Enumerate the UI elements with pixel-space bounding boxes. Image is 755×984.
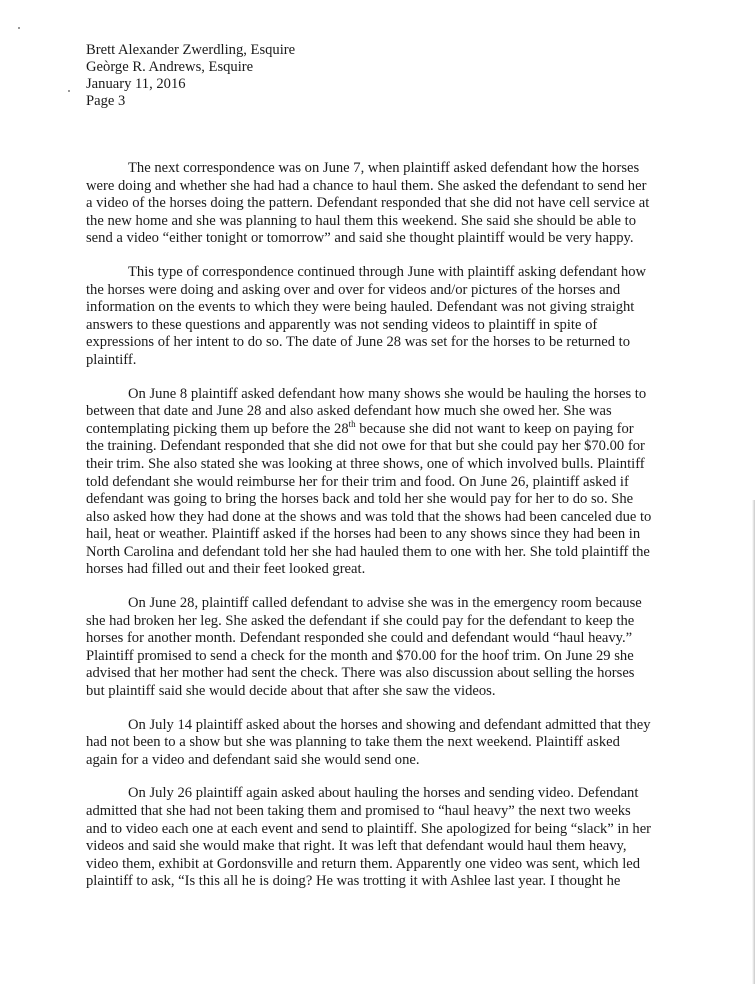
text-line: North Carolina and defendant told her she had hauled them to one with her. She told plaintiff the	[86, 543, 650, 560]
ordinal-superscript: th	[348, 418, 356, 429]
text-line: a video of the horses doing the pattern. Defendant responded that she did not have cell service at	[86, 195, 650, 212]
paragraph-4	[86, 595, 678, 701]
recipient-line-1: Brett Alexander Zwerdling, Esquire	[86, 42, 296, 58]
text-line: had not been to a show but she was planning to take them the next weekend. Plaintiff asked	[86, 734, 620, 751]
text-fragment: contemplating picking them up before the 28	[86, 420, 349, 437]
text-line: answers to these questions and apparently was not sending videos to plaintiff in spite of	[86, 316, 598, 333]
text-line: This type of correspondence continued through June with plaintiff asking defendant how	[128, 263, 647, 280]
text-line: horses had filled out and their feet looked great.	[86, 561, 366, 578]
letter-date: January 11, 2016	[86, 76, 186, 92]
text-line: their trim. She also stated she was looking at three shows, one of which involved bulls. Plaintiff	[86, 455, 645, 472]
text-line: send a video “either tonight or tomorrow” and said she thought plaintiff would be very happy.	[86, 230, 634, 247]
text-line: video them, exhibit at Gordonsville and return them. Apparently one video was sent, which led	[86, 855, 641, 872]
text-line: again for a video and defendant said she would send one.	[86, 751, 420, 768]
text-line: the new home and she was planning to haul them this weekend. She said she should be able to	[86, 212, 636, 229]
text-line: were doing and whether she had had a chance to haul them. She asked the defendant to send her	[86, 177, 647, 194]
text-line: between that date and June 28 and also asked defendant how much she owed her. She was	[86, 403, 612, 420]
paragraph-2	[86, 264, 678, 370]
paragraph-3	[86, 386, 678, 580]
text-line: On June 28, plaintiff called defendant to advise she was in the emergency room because	[128, 595, 642, 612]
text-line: On July 26 plaintiff again asked about hauling the horses and sending video. Defendant	[128, 785, 639, 802]
text-line: On June 8 plaintiff asked defendant how many shows she would be hauling the horses to	[128, 385, 647, 402]
text-line: Plaintiff promised to send a check for the month and $70.00 for the hoof trim. On June 29 she	[86, 647, 634, 664]
letter-header	[86, 42, 295, 110]
text-line: videos and said she would make that right. It was left that defendant would haul them heavy,	[86, 838, 627, 855]
text-line: also asked how they had done at the shows and was told that the shows had been canceled due to	[86, 508, 652, 525]
paragraph-6	[86, 785, 678, 891]
text-line: hail, heat or weather. Plaintiff asked if the horses had been to any shows since they had been in	[86, 526, 641, 543]
scan-speck	[18, 27, 20, 29]
text-line-with-superscript	[86, 418, 678, 439]
text-line: expressions of her intent to do so. The date of June 28 was set for the horses to be returned to	[86, 334, 631, 351]
scan-speck	[68, 90, 70, 92]
text-line: admitted that she had not been taking them and promised to “haul heavy” the next two weeks	[86, 803, 631, 819]
text-line: defendant was going to bring the horses back and told her she would pay for her to do so. She	[86, 491, 634, 508]
text-fragment: because she did not want to keep on paying for	[355, 420, 634, 437]
text-line: On July 14 plaintiff asked about the horses and showing and defendant admitted that they	[128, 716, 651, 733]
text-line: horses for another month. Defendant responded she could and defendant would “haul heavy.”	[86, 630, 633, 647]
text-line: she had broken her leg. She asked the defendant if she could pay for the defendant to keep the	[86, 612, 635, 629]
text-line: the horses were doing and asking over and over for videos and/or pictures of the horses and	[86, 281, 621, 298]
paragraph-5	[86, 717, 678, 770]
text-line: plaintiff.	[86, 351, 137, 368]
text-line: advised that her mother had sent the check. There was also discussion about selling the horses	[86, 665, 635, 682]
page-number: Page 3	[86, 93, 126, 109]
recipient-line-2: Geòrge R. Andrews, Esquire	[86, 59, 254, 75]
text-line: and to video each one at each event and send to plaintiff. She apologized for being “slack” in her	[86, 820, 652, 837]
text-line: plaintiff to ask, “Is this all he is doing? He was trotting it with Ashlee last year. I thought he	[86, 873, 621, 890]
text-line: The next correspondence was on June 7, when plaintiff asked defendant how the horses	[128, 160, 640, 176]
paragraph-1	[86, 160, 678, 248]
text-line: but plaintiff said she would decide about that after she saw the videos.	[86, 683, 496, 700]
letter-body	[86, 160, 678, 907]
text-line: the training. Defendant responded that she did not owe for that but she could pay her $70.00 for	[86, 438, 645, 455]
text-line: told defendant she would reimburse her for their trim and food. On June 26, plaintiff asked if	[86, 473, 629, 490]
text-line: information on the events to which they were being hauled. Defendant was not giving straight	[86, 299, 635, 316]
